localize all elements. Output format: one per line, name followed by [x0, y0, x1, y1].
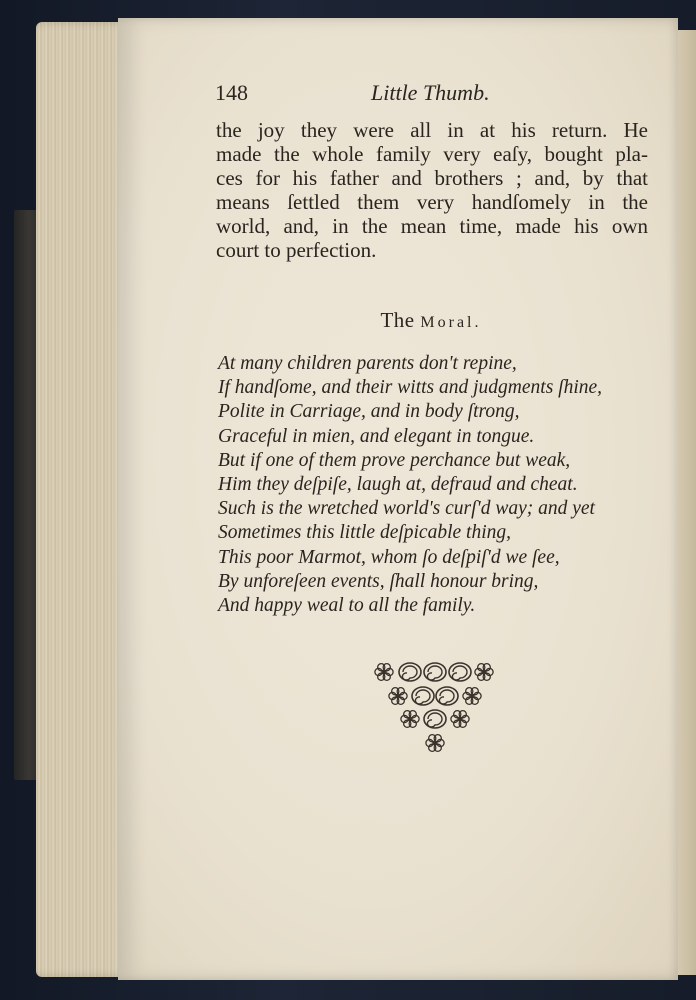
moral-heading-prefix: The	[380, 308, 421, 332]
prose-line: the joy they were all in at his return. He	[216, 118, 648, 142]
ornament-scroll	[399, 663, 421, 681]
moral-heading-smallcaps: Moral.	[420, 314, 482, 331]
prose-line: court to perfection.	[216, 238, 377, 262]
poem-line: Polite in Carriage, and in body ſtrong,	[218, 401, 520, 423]
ornament-scroll	[412, 687, 434, 705]
ornament-scroll	[424, 663, 446, 681]
poem-line: This poor Marmot, whom ſo deſpiſ'd we ſee,	[218, 546, 560, 568]
ornament-scroll	[436, 687, 458, 705]
prose-line: means ſettled them very handſomely in the	[216, 190, 648, 214]
moral-poem	[218, 352, 658, 618]
ornament-flower	[375, 664, 393, 681]
ornament-flower	[426, 735, 444, 752]
ornament-scroll	[449, 663, 471, 681]
ornament-flower	[389, 688, 407, 705]
poem-line: But if one of them prove perchance but weak,	[218, 449, 571, 471]
prose-line: world, and, in the mean time, made his own	[216, 214, 648, 238]
page-header	[215, 80, 635, 108]
poem-line: Graceful in mien, and elegant in tongue.	[218, 425, 535, 447]
floral-tailpiece-icon	[370, 658, 500, 758]
poem-line: Him they deſpiſe, laugh at, defraud and cheat.	[218, 474, 578, 496]
ornament-svg	[370, 658, 500, 758]
prose-line: made the whole family very eaſy, bought pla-	[216, 142, 648, 166]
ornament-flower	[475, 664, 493, 681]
poem-line: And happy weal to all the family.	[218, 595, 476, 617]
running-title: Little Thumb.	[371, 80, 490, 105]
page-number: 148	[215, 80, 248, 105]
moral-heading	[216, 308, 646, 333]
ornament-flower	[401, 711, 419, 728]
poem-line: If handſome, and their witts and judgments ſhine,	[218, 377, 603, 399]
prose-line: ces for his father and brothers ; and, by that	[216, 166, 648, 190]
poem-line: Sometimes this little deſpicable thing,	[218, 522, 511, 544]
poem-line: At many children parents don't repine,	[218, 353, 517, 374]
ornament-flower	[451, 711, 469, 728]
poem-line: Such is the wretched world's curſ'd way; and yet	[218, 498, 595, 520]
ornament-scroll	[424, 710, 446, 728]
prose-paragraph	[216, 118, 648, 262]
ornament-flower	[463, 688, 481, 705]
poem-line: By unforeſeen events, ſhall honour bring,	[218, 570, 539, 592]
